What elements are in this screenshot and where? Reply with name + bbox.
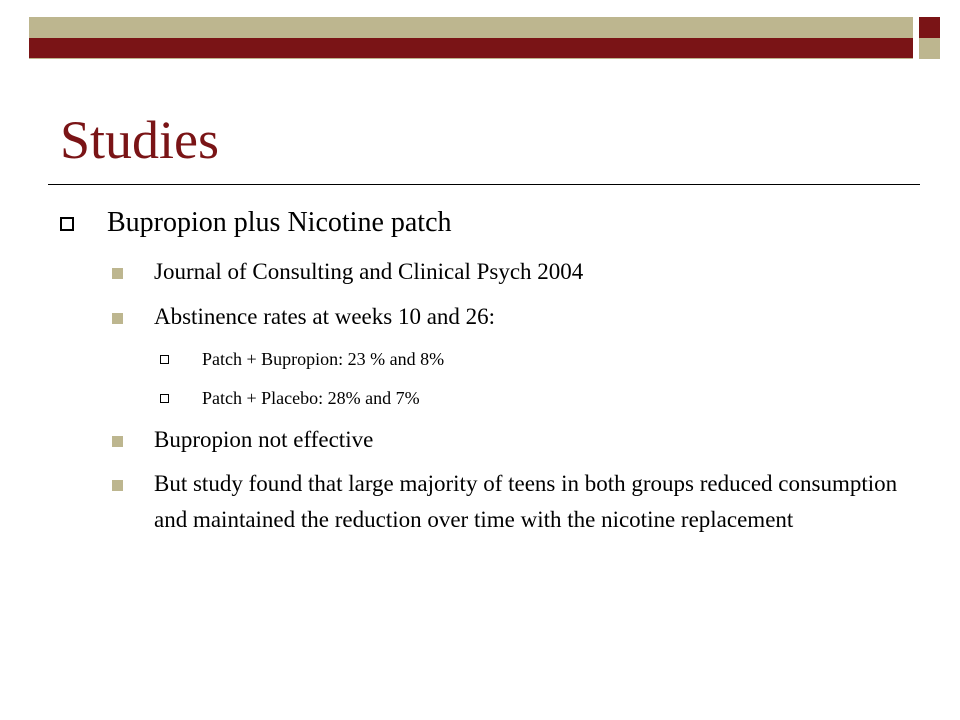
bullet-sub-abstinence-text: Abstinence rates at weeks 10 and 26:	[154, 304, 496, 329]
bullet-sub-not-effective-text: Bupropion not effective	[154, 427, 374, 452]
title-divider	[48, 184, 920, 185]
filled-square-bullet-icon	[112, 480, 123, 491]
filled-square-bullet-icon	[112, 268, 123, 279]
filled-square-bullet-icon	[112, 313, 123, 324]
corner-decor-top	[919, 17, 940, 38]
hollow-square-bullet-icon	[160, 355, 169, 364]
header-decor-bar	[29, 17, 913, 59]
bullet-main-text: Bupropion plus Nicotine patch	[107, 207, 452, 238]
slide-title: Studies	[60, 110, 220, 170]
bullet-patch-placebo-text: Patch + Placebo: 28% and 7%	[202, 388, 420, 408]
bullet-patch-bupropion-text: Patch + Bupropion: 23 % and 8%	[202, 349, 445, 369]
header-decor-stripe	[29, 38, 913, 58]
hollow-square-bullet-icon	[160, 394, 169, 403]
corner-decor-bottom	[919, 38, 940, 59]
bullet-sub-study-found-text: But study found that large majority of teens in both groups reduced consumption and maintained the reduction over time with the nicotine replacement	[154, 471, 898, 532]
filled-square-bullet-icon	[112, 436, 123, 447]
hollow-square-bullet-icon	[60, 217, 74, 231]
bullet-sub-journal-text: Journal of Consulting and Clinical Psych 2004	[154, 259, 584, 284]
